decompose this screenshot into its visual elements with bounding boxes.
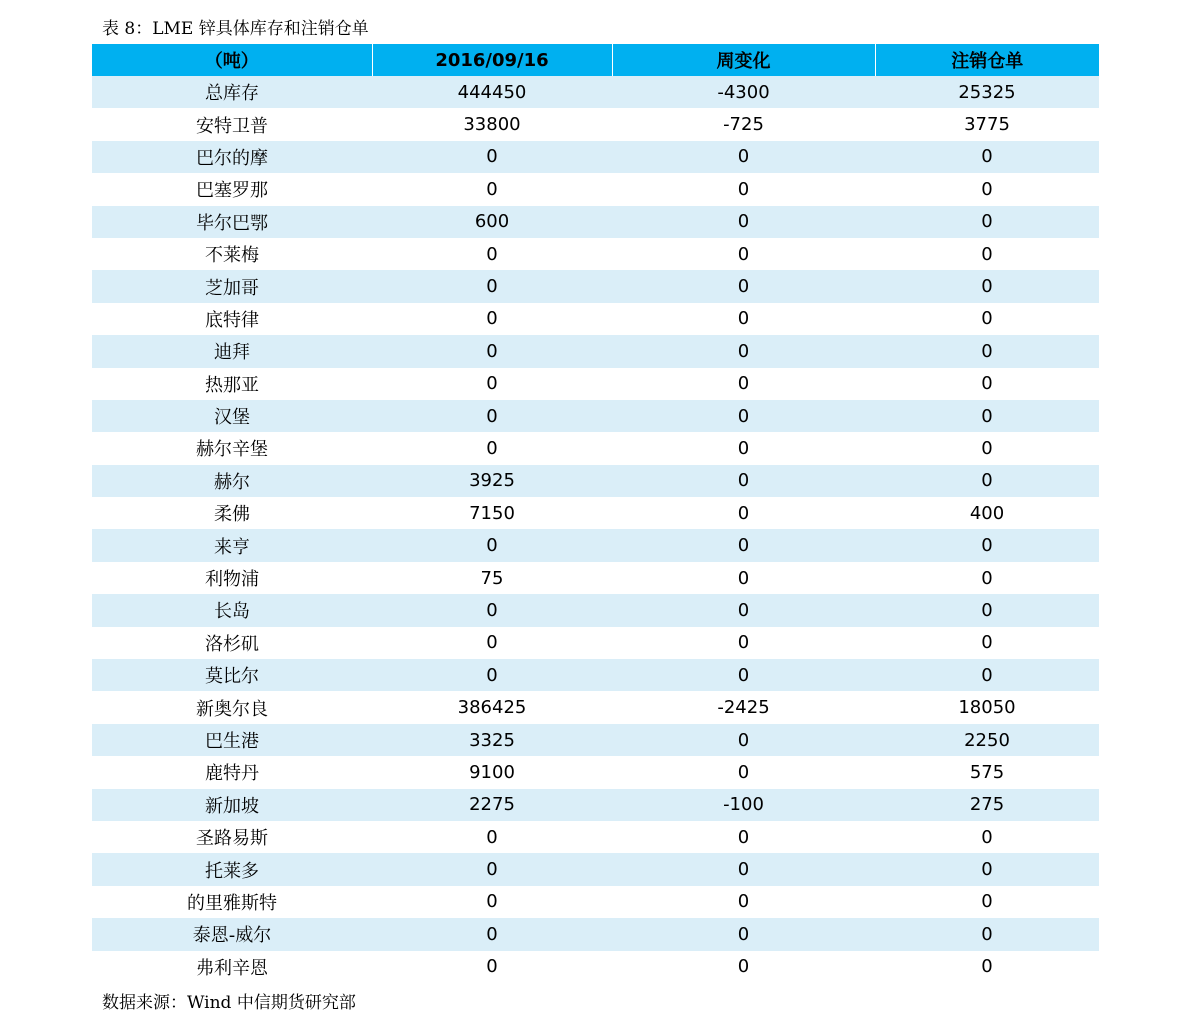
inventory-cell: 0 [372, 270, 612, 302]
inventory-cell: 0 [372, 886, 612, 918]
inventory-cell: 0 [372, 659, 612, 691]
inventory-cell: 0 [372, 594, 612, 626]
header-unit: （吨） [92, 44, 372, 76]
table-row [92, 173, 1099, 205]
inventory-cell: 0 [372, 368, 612, 400]
table-row [92, 206, 1099, 238]
weekly-change-cell: 0 [612, 465, 875, 497]
table-row [92, 270, 1099, 302]
cancelled-warrants-cell: 0 [875, 400, 1099, 432]
inventory-cell: 33800 [372, 108, 612, 140]
location-cell: 长岛 [92, 594, 372, 626]
inventory-cell: 0 [372, 303, 612, 335]
table-row [92, 724, 1099, 756]
location-cell: 圣路易斯 [92, 821, 372, 853]
table-row [92, 789, 1099, 821]
inventory-table [92, 44, 1099, 983]
cancelled-warrants-cell: 0 [875, 432, 1099, 464]
inventory-cell: 0 [372, 335, 612, 367]
table-row [92, 400, 1099, 432]
table-row [92, 594, 1099, 626]
location-cell: 新奥尔良 [92, 691, 372, 723]
inventory-cell: 0 [372, 141, 612, 173]
table-body [92, 76, 1099, 983]
location-cell: 泰恩-威尔 [92, 918, 372, 950]
weekly-change-cell: 0 [612, 529, 875, 561]
header-cancelled-warrants: 注销仓单 [875, 44, 1099, 76]
location-cell: 利物浦 [92, 562, 372, 594]
weekly-change-cell: -2425 [612, 691, 875, 723]
inventory-cell: 0 [372, 529, 612, 561]
inventory-cell: 9100 [372, 756, 612, 788]
weekly-change-cell: 0 [612, 886, 875, 918]
cancelled-warrants-cell: 18050 [875, 691, 1099, 723]
cancelled-warrants-cell: 25325 [875, 76, 1099, 108]
inventory-cell: 3325 [372, 724, 612, 756]
weekly-change-cell: -725 [612, 108, 875, 140]
weekly-change-cell: 0 [612, 270, 875, 302]
weekly-change-cell: 0 [612, 562, 875, 594]
cancelled-warrants-cell: 400 [875, 497, 1099, 529]
weekly-change-cell: 0 [612, 335, 875, 367]
cancelled-warrants-cell: 0 [875, 918, 1099, 950]
weekly-change-cell: 0 [612, 853, 875, 885]
location-cell: 的里雅斯特 [92, 886, 372, 918]
table-row [92, 659, 1099, 691]
table-row [92, 691, 1099, 723]
location-cell: 巴生港 [92, 724, 372, 756]
weekly-change-cell: 0 [612, 432, 875, 464]
cancelled-warrants-cell: 0 [875, 238, 1099, 270]
cancelled-warrants-cell: 0 [875, 562, 1099, 594]
weekly-change-cell: 0 [612, 238, 875, 270]
inventory-cell: 0 [372, 821, 612, 853]
inventory-cell: 0 [372, 918, 612, 950]
location-cell: 巴尔的摩 [92, 141, 372, 173]
weekly-change-cell: -4300 [612, 76, 875, 108]
cancelled-warrants-cell: 575 [875, 756, 1099, 788]
location-cell: 鹿特丹 [92, 756, 372, 788]
inventory-cell: 0 [372, 951, 612, 983]
weekly-change-cell: 0 [612, 627, 875, 659]
inventory-cell: 0 [372, 627, 612, 659]
table-row [92, 432, 1099, 464]
table-row [92, 529, 1099, 561]
table-row [92, 853, 1099, 885]
table-row [92, 821, 1099, 853]
table-row [92, 951, 1099, 983]
table-row [92, 141, 1099, 173]
location-cell: 柔佛 [92, 497, 372, 529]
location-cell: 托莱多 [92, 853, 372, 885]
cancelled-warrants-cell: 0 [875, 141, 1099, 173]
cancelled-warrants-cell: 0 [875, 853, 1099, 885]
cancelled-warrants-cell: 0 [875, 465, 1099, 497]
inventory-cell: 7150 [372, 497, 612, 529]
cancelled-warrants-cell: 0 [875, 368, 1099, 400]
table-caption: 表 8：LME 锌具体库存和注销仓单 [102, 19, 369, 39]
table-row [92, 465, 1099, 497]
location-cell: 莫比尔 [92, 659, 372, 691]
inventory-cell: 0 [372, 853, 612, 885]
location-cell: 赫尔 [92, 465, 372, 497]
weekly-change-cell: 0 [612, 400, 875, 432]
table-header-row [92, 44, 1099, 76]
cancelled-warrants-cell: 0 [875, 529, 1099, 561]
cancelled-warrants-cell: 0 [875, 627, 1099, 659]
inventory-cell: 2275 [372, 789, 612, 821]
inventory-cell: 0 [372, 238, 612, 270]
location-cell: 热那亚 [92, 368, 372, 400]
weekly-change-cell: 0 [612, 756, 875, 788]
location-cell: 弗利辛恩 [92, 951, 372, 983]
location-cell: 芝加哥 [92, 270, 372, 302]
weekly-change-cell: 0 [612, 206, 875, 238]
location-cell: 巴塞罗那 [92, 173, 372, 205]
location-cell: 总库存 [92, 76, 372, 108]
cancelled-warrants-cell: 0 [875, 303, 1099, 335]
cancelled-warrants-cell: 0 [875, 173, 1099, 205]
inventory-cell: 444450 [372, 76, 612, 108]
location-cell: 汉堡 [92, 400, 372, 432]
cancelled-warrants-cell: 0 [875, 270, 1099, 302]
inventory-cell: 386425 [372, 691, 612, 723]
location-cell: 底特律 [92, 303, 372, 335]
inventory-cell: 3925 [372, 465, 612, 497]
data-source-note: 数据来源：Wind 中信期货研究部 [102, 993, 356, 1013]
cancelled-warrants-cell: 0 [875, 951, 1099, 983]
weekly-change-cell: 0 [612, 724, 875, 756]
inventory-cell: 0 [372, 173, 612, 205]
weekly-change-cell: 0 [612, 659, 875, 691]
inventory-cell: 0 [372, 432, 612, 464]
location-cell: 赫尔辛堡 [92, 432, 372, 464]
cancelled-warrants-cell: 3775 [875, 108, 1099, 140]
location-cell: 来亨 [92, 529, 372, 561]
location-cell: 洛杉矶 [92, 627, 372, 659]
cancelled-warrants-cell: 275 [875, 789, 1099, 821]
table-row [92, 918, 1099, 950]
cancelled-warrants-cell: 0 [875, 594, 1099, 626]
weekly-change-cell: 0 [612, 368, 875, 400]
table-row [92, 368, 1099, 400]
weekly-change-cell: 0 [612, 594, 875, 626]
weekly-change-cell: 0 [612, 951, 875, 983]
location-cell: 新加坡 [92, 789, 372, 821]
header-weekly-change: 周变化 [612, 44, 875, 76]
inventory-cell: 75 [372, 562, 612, 594]
weekly-change-cell: 0 [612, 918, 875, 950]
table-row [92, 497, 1099, 529]
location-cell: 迪拜 [92, 335, 372, 367]
table-row [92, 303, 1099, 335]
table-row [92, 627, 1099, 659]
weekly-change-cell: 0 [612, 821, 875, 853]
table-row [92, 76, 1099, 108]
cancelled-warrants-cell: 0 [875, 206, 1099, 238]
cancelled-warrants-cell: 0 [875, 886, 1099, 918]
weekly-change-cell: 0 [612, 141, 875, 173]
weekly-change-cell: 0 [612, 173, 875, 205]
weekly-change-cell: 0 [612, 303, 875, 335]
weekly-change-cell: -100 [612, 789, 875, 821]
cancelled-warrants-cell: 0 [875, 821, 1099, 853]
header-date: 2016/09/16 [372, 44, 612, 76]
cancelled-warrants-cell: 2250 [875, 724, 1099, 756]
cancelled-warrants-cell: 0 [875, 659, 1099, 691]
inventory-cell: 600 [372, 206, 612, 238]
weekly-change-cell: 0 [612, 497, 875, 529]
table-row [92, 562, 1099, 594]
location-cell: 安特卫普 [92, 108, 372, 140]
table-row [92, 886, 1099, 918]
location-cell: 不莱梅 [92, 238, 372, 270]
location-cell: 毕尔巴鄂 [92, 206, 372, 238]
inventory-cell: 0 [372, 400, 612, 432]
table-row [92, 756, 1099, 788]
table-row [92, 238, 1099, 270]
table-row [92, 335, 1099, 367]
table-row [92, 108, 1099, 140]
cancelled-warrants-cell: 0 [875, 335, 1099, 367]
